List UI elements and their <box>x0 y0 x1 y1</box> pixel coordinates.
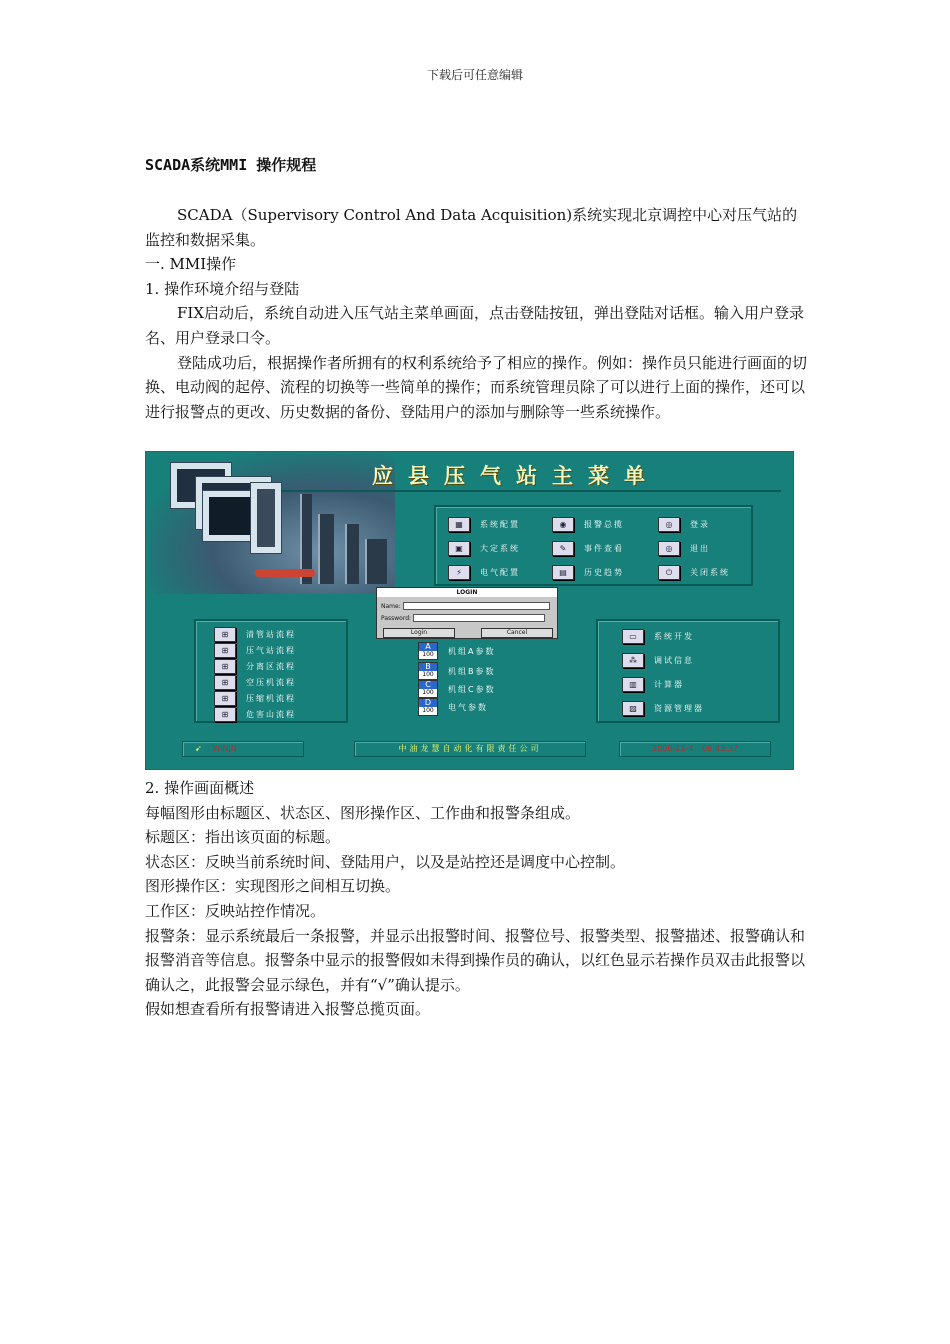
unit-b-params[interactable]: B 100 机组B参数 <box>418 662 496 680</box>
shutdown-icon: ⏻ <box>658 565 680 580</box>
login-dialog <box>376 587 558 639</box>
unit-b-icon: B 100 <box>418 662 438 680</box>
menu-title: 应县压气站主菜单 <box>372 464 660 488</box>
flow-icon: ⊞ <box>214 691 236 706</box>
cancel-button[interactable]: Cancel <box>481 628 553 638</box>
refinery-tower <box>365 539 387 584</box>
paragraph: 图形操作区：实现图形之间相互切换。 <box>145 877 401 896</box>
top-menu-panel <box>434 505 753 586</box>
current-time: 08:43:37 <box>702 744 738 753</box>
unit-a-icon: A 100 <box>418 642 438 660</box>
flow-icon: ⊞ <box>214 659 236 674</box>
subsection-heading: 1. 操作环境介绍与登陆 <box>145 279 300 298</box>
name-input[interactable] <box>403 602 550 610</box>
unit-d-icon: D 100 <box>418 698 438 716</box>
refinery-tower <box>318 514 334 584</box>
section-heading: 一. MMI操作 <box>145 255 237 274</box>
monitor-icon: ▭ <box>622 629 644 644</box>
title-divider <box>281 490 781 492</box>
password-row <box>381 614 545 622</box>
menu-item-event-view[interactable]: ✎ 事件查看 <box>552 541 624 556</box>
name-row <box>381 602 550 610</box>
pipe <box>255 569 315 577</box>
paragraph: 登陆成功后，根据操作者所拥有的权利系统给予了相应的操作。例如：操作员只能进行画面的切换、电动阀的起停、流程的切换等一些简单的操作；而系统管理员除了可以进行上面的操作，还可以进行报警点的更改、历史数据的备份、登陆用户的添加与删除等一些系统操作。 <box>145 353 808 421</box>
flow-item[interactable]: ⊞ 清管站流程 <box>214 627 296 642</box>
tools-menu-panel <box>596 619 780 723</box>
menu-item-system[interactable]: ▣ 大定系统 <box>448 541 520 556</box>
overview-section <box>145 776 807 1022</box>
document-title: SCADA系统MMI 操作规程 <box>145 156 317 174</box>
tool-item-explorer[interactable]: ▨ 资源管理器 <box>622 701 704 716</box>
login-icon: ◎ <box>658 517 680 532</box>
flow-item[interactable]: ⊞ 分离区流程 <box>214 659 296 674</box>
current-date: 2006-11-4 <box>652 744 694 753</box>
refinery-tower <box>345 524 359 584</box>
current-user: WINJN <box>212 744 237 753</box>
page-header: 下载后可任意编辑 <box>426 68 523 82</box>
flow-item[interactable]: ⊞ 压缩机流程 <box>214 691 296 706</box>
intro-section <box>145 203 807 424</box>
status-bar <box>174 741 774 755</box>
flow-icon: ⊞ <box>214 627 236 642</box>
unit-c-icon: C 100 <box>418 680 438 698</box>
password-input[interactable] <box>413 614 545 622</box>
menu-item-alarm-overview[interactable]: ◉ 报警总揽 <box>552 517 624 532</box>
flow-item[interactable]: ⊞ 压气站流程 <box>214 643 296 658</box>
paragraph: 报警条：显示系统最后一条报警，并显示出报警时间、报警位号、报警类型、报警描述、报警确认和报警消音等信息。报警条中显示的报警假如未得到操作员的确认，以红色显示若操作员双击此报警以确认之，此报警会显示绿色，并有“√”确认提示。 <box>145 926 806 994</box>
paragraph: 每幅图形由标题区、状态区、图形操作区、工作曲和报警条组成。 <box>145 803 581 822</box>
paragraph: 工作区：反映站控作情况。 <box>145 901 326 920</box>
alarm-icon: ◉ <box>552 517 574 532</box>
login-caption: LOGIN <box>377 588 557 597</box>
tool-item-calculator[interactable]: ▥ 计算器 <box>622 677 684 692</box>
datetime-status <box>619 741 771 757</box>
monitor-window <box>250 482 282 554</box>
flow-menu-panel <box>194 619 348 723</box>
paragraph: FIX启动后，系统自动进入压气站主菜单画面，点击登陆按钮，弹出登陆对话框。输入用户登录名、用户登录口令。 <box>145 304 805 347</box>
subsection-heading: 2. 操作画面概述 <box>145 779 255 797</box>
name-label: Name: <box>381 602 401 610</box>
event-icon: ✎ <box>552 541 574 556</box>
menu-item-system-config[interactable]: ▦ 系统配置 <box>448 517 520 532</box>
unit-c-params[interactable]: C 100 机组C参数 <box>418 680 496 698</box>
flow-icon: ⊞ <box>214 707 236 722</box>
company-name: 中油龙慧自动化有限责任公司 <box>354 741 586 757</box>
flow-icon: ⊞ <box>214 643 236 658</box>
flow-item[interactable]: ⊞ 空压机流程 <box>214 675 296 690</box>
menu-item-logout[interactable]: ◎ 退出 <box>658 541 710 556</box>
electric-icon: ⚡ <box>448 565 470 580</box>
tool-item-system-dev[interactable]: ▭ 系统开发 <box>622 629 694 644</box>
menu-item-login[interactable]: ◎ 登录 <box>658 517 710 532</box>
menu-item-history-trend[interactable]: ▤ 历史趋势 <box>552 565 624 580</box>
trend-icon: ▤ <box>552 565 574 580</box>
calculator-icon: ▥ <box>622 677 644 692</box>
electric-params[interactable]: D 100 电气参数 <box>418 698 488 716</box>
unit-a-params[interactable]: A 100 机组A参数 <box>418 642 495 660</box>
login-button[interactable]: Login <box>383 628 455 638</box>
debug-icon: ⁂ <box>622 653 644 668</box>
menu-item-shutdown[interactable]: ⏻ 关闭系统 <box>658 565 730 580</box>
password-label: Password: <box>381 614 412 622</box>
menu-item-electric-config[interactable]: ⚡ 电气配置 <box>448 565 520 580</box>
tool-item-debug-info[interactable]: ⁂ 调试信息 <box>622 653 694 668</box>
paragraph: 状态区：反映当前系统时间、登陆用户，以及是站控还是调度中心控制。 <box>145 852 626 871</box>
user-icon: ➹ <box>195 744 202 753</box>
user-status <box>182 741 304 757</box>
paragraph: 标题区：指出该页面的标题。 <box>145 828 341 847</box>
flow-icon: ⊞ <box>214 675 236 690</box>
flow-item[interactable]: ⊞ 危害山流程 <box>214 707 296 722</box>
logout-icon: ◎ <box>658 541 680 556</box>
system-config-icon: ▦ <box>448 517 470 532</box>
paragraph: SCADA（Supervisory Control And Data Acquisition)系统实现北京调控中心对压气站的监控和数据采集。 <box>145 206 798 249</box>
paragraph: 假如想查看所有报警请进入报警总揽页面。 <box>145 1000 431 1019</box>
explorer-icon: ▨ <box>622 701 644 716</box>
system-icon: ▣ <box>448 541 470 556</box>
scada-main-menu-screenshot <box>145 451 794 770</box>
